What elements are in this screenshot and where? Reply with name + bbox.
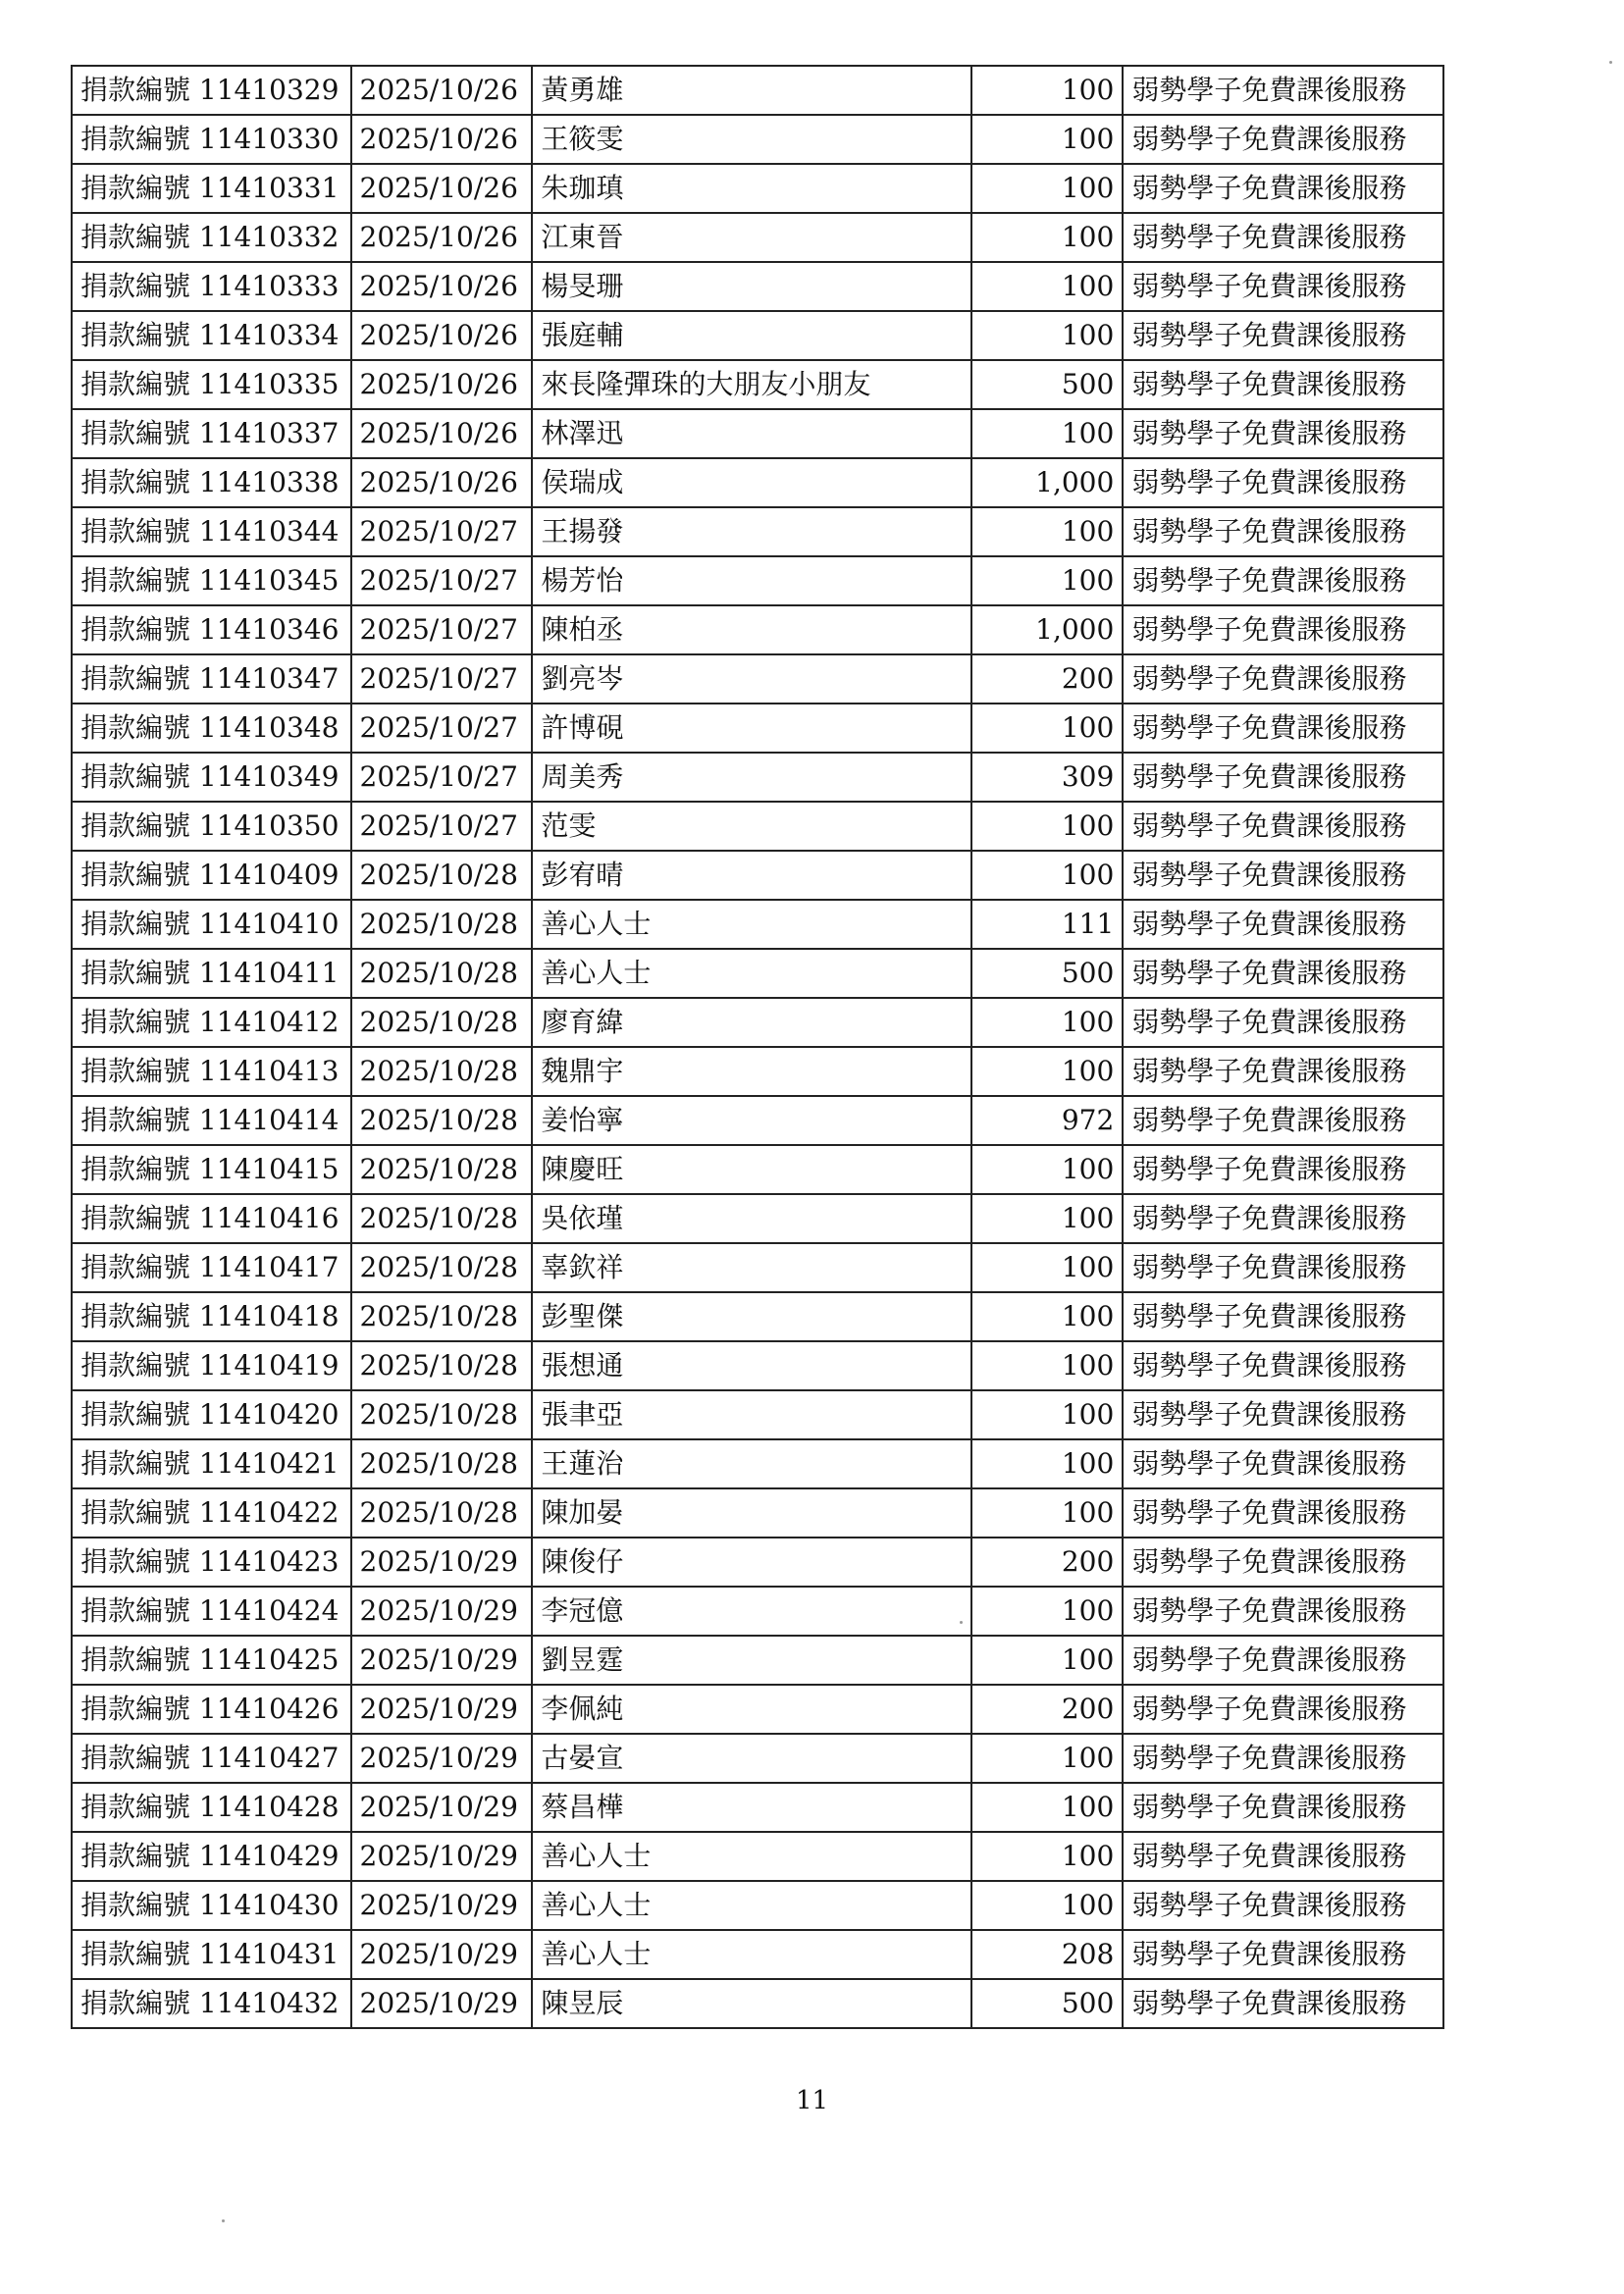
donation-amount-cell: 100 (971, 262, 1123, 311)
donor-name-cell: 蔡昌樺 (532, 1783, 971, 1832)
table-row (72, 507, 1443, 556)
donation-purpose-cell: 弱勢學子免費課後服務 (1123, 311, 1443, 360)
donation-id-cell: 捐款編號 11410420 (72, 1390, 351, 1439)
donation-id-cell: 捐款編號 11410349 (72, 753, 351, 802)
donor-name-cell: 張想通 (532, 1341, 971, 1390)
donor-name-cell: 辜欽祥 (532, 1243, 971, 1292)
donation-date-cell: 2025/10/27 (351, 507, 533, 556)
donation-purpose-cell: 弱勢學子免費課後服務 (1123, 1243, 1443, 1292)
donation-amount-cell: 309 (971, 753, 1123, 802)
donation-amount-cell: 100 (971, 164, 1123, 213)
table-row (72, 1538, 1443, 1587)
donation-id-cell: 捐款編號 11410347 (72, 654, 351, 704)
donation-amount-cell: 1,000 (971, 458, 1123, 507)
donation-date-cell: 2025/10/27 (351, 654, 533, 704)
donation-amount-cell: 100 (971, 66, 1123, 115)
donation-date-cell: 2025/10/26 (351, 409, 533, 458)
donation-id-cell: 捐款編號 11410423 (72, 1538, 351, 1587)
donor-name-cell: 來長隆彈珠的大朋友小朋友 (532, 360, 971, 409)
donor-name-cell: 周美秀 (532, 753, 971, 802)
table-row (72, 1636, 1443, 1685)
donation-purpose-cell: 弱勢學子免費課後服務 (1123, 213, 1443, 262)
table-row (72, 458, 1443, 507)
table-row (72, 1390, 1443, 1439)
donation-amount-cell: 111 (971, 900, 1123, 949)
donation-amount-cell: 100 (971, 1145, 1123, 1194)
donor-name-cell: 陳柏丞 (532, 605, 971, 654)
donation-id-cell: 捐款編號 11410338 (72, 458, 351, 507)
donation-purpose-cell: 弱勢學子免費課後服務 (1123, 262, 1443, 311)
donation-purpose-cell: 弱勢學子免費課後服務 (1123, 1488, 1443, 1538)
donation-amount-cell: 100 (971, 556, 1123, 605)
donation-date-cell: 2025/10/28 (351, 900, 533, 949)
donation-id-cell: 捐款編號 11410430 (72, 1881, 351, 1930)
donation-date-cell: 2025/10/26 (351, 360, 533, 409)
donation-purpose-cell: 弱勢學子免費課後服務 (1123, 851, 1443, 900)
donation-purpose-cell: 弱勢學子免費課後服務 (1123, 704, 1443, 753)
table-row (72, 1341, 1443, 1390)
donor-name-cell: 陳慶旺 (532, 1145, 971, 1194)
donation-date-cell: 2025/10/28 (351, 1047, 533, 1096)
donor-name-cell: 張庭輔 (532, 311, 971, 360)
donation-date-cell: 2025/10/29 (351, 1734, 533, 1783)
table-row (72, 605, 1443, 654)
donor-name-cell: 陳加晏 (532, 1488, 971, 1538)
donation-date-cell: 2025/10/29 (351, 1881, 533, 1930)
donation-id-cell: 捐款編號 11410413 (72, 1047, 351, 1096)
donation-id-cell: 捐款編號 11410415 (72, 1145, 351, 1194)
donation-date-cell: 2025/10/26 (351, 164, 533, 213)
donor-name-cell: 劉亮岑 (532, 654, 971, 704)
donation-amount-cell: 100 (971, 1832, 1123, 1881)
donation-purpose-cell: 弱勢學子免費課後服務 (1123, 1783, 1443, 1832)
donation-date-cell: 2025/10/28 (351, 998, 533, 1047)
donation-amount-cell: 100 (971, 1881, 1123, 1930)
donation-purpose-cell: 弱勢學子免費課後服務 (1123, 1979, 1443, 2028)
donation-id-cell: 捐款編號 11410431 (72, 1930, 351, 1979)
donation-amount-cell: 200 (971, 654, 1123, 704)
donor-name-cell: 林澤迅 (532, 409, 971, 458)
donation-date-cell: 2025/10/29 (351, 1636, 533, 1685)
donation-id-cell: 捐款編號 11410409 (72, 851, 351, 900)
donation-table (71, 65, 1444, 2029)
donation-date-cell: 2025/10/27 (351, 556, 533, 605)
donation-amount-cell: 200 (971, 1685, 1123, 1734)
donation-date-cell: 2025/10/28 (351, 1096, 533, 1145)
donation-id-cell: 捐款編號 11410425 (72, 1636, 351, 1685)
donation-date-cell: 2025/10/26 (351, 66, 533, 115)
table-row (72, 1587, 1443, 1636)
table-row (72, 1734, 1443, 1783)
donation-id-cell: 捐款編號 11410416 (72, 1194, 351, 1243)
donation-purpose-cell: 弱勢學子免費課後服務 (1123, 1292, 1443, 1341)
donation-id-cell: 捐款編號 11410348 (72, 704, 351, 753)
donor-name-cell: 善心人士 (532, 1881, 971, 1930)
donation-date-cell: 2025/10/28 (351, 1243, 533, 1292)
table-row (72, 753, 1443, 802)
table-row (72, 409, 1443, 458)
donation-date-cell: 2025/10/27 (351, 802, 533, 851)
donor-name-cell: 朱珈瑱 (532, 164, 971, 213)
donation-id-cell: 捐款編號 11410414 (72, 1096, 351, 1145)
donation-id-cell: 捐款編號 11410330 (72, 115, 351, 164)
donation-amount-cell: 100 (971, 1439, 1123, 1488)
table-row (72, 654, 1443, 704)
donation-date-cell: 2025/10/29 (351, 1587, 533, 1636)
donation-purpose-cell: 弱勢學子免費課後服務 (1123, 605, 1443, 654)
donation-amount-cell: 500 (971, 360, 1123, 409)
donation-purpose-cell: 弱勢學子免費課後服務 (1123, 164, 1443, 213)
donation-date-cell: 2025/10/28 (351, 1145, 533, 1194)
donation-id-cell: 捐款編號 11410426 (72, 1685, 351, 1734)
donation-amount-cell: 100 (971, 311, 1123, 360)
donation-id-cell: 捐款編號 11410421 (72, 1439, 351, 1488)
donation-date-cell: 2025/10/29 (351, 1979, 533, 2028)
donor-name-cell: 善心人士 (532, 1832, 971, 1881)
donation-purpose-cell: 弱勢學子免費課後服務 (1123, 753, 1443, 802)
donation-id-cell: 捐款編號 11410422 (72, 1488, 351, 1538)
donation-id-cell: 捐款編號 11410345 (72, 556, 351, 605)
donation-purpose-cell: 弱勢學子免費課後服務 (1123, 1930, 1443, 1979)
table-row (72, 998, 1443, 1047)
donation-amount-cell: 1,000 (971, 605, 1123, 654)
donation-purpose-cell: 弱勢學子免費課後服務 (1123, 1587, 1443, 1636)
donation-date-cell: 2025/10/29 (351, 1538, 533, 1587)
table-row (72, 1685, 1443, 1734)
donor-name-cell: 廖育緯 (532, 998, 971, 1047)
table-row (72, 311, 1443, 360)
donation-date-cell: 2025/10/26 (351, 262, 533, 311)
donation-date-cell: 2025/10/28 (351, 949, 533, 998)
table-row (72, 66, 1443, 115)
donor-name-cell: 黃勇雄 (532, 66, 971, 115)
donation-amount-cell: 100 (971, 1636, 1123, 1685)
table-row (72, 1194, 1443, 1243)
donation-purpose-cell: 弱勢學子免費課後服務 (1123, 998, 1443, 1047)
donation-purpose-cell: 弱勢學子免費課後服務 (1123, 1685, 1443, 1734)
donation-purpose-cell: 弱勢學子免費課後服務 (1123, 409, 1443, 458)
donation-purpose-cell: 弱勢學子免費課後服務 (1123, 1439, 1443, 1488)
donation-purpose-cell: 弱勢學子免費課後服務 (1123, 1734, 1443, 1783)
donation-amount-cell: 100 (971, 998, 1123, 1047)
donation-purpose-cell: 弱勢學子免費課後服務 (1123, 1341, 1443, 1390)
table-row (72, 115, 1443, 164)
donation-date-cell: 2025/10/28 (351, 1341, 533, 1390)
donation-purpose-cell: 弱勢學子免費課後服務 (1123, 1390, 1443, 1439)
table-row (72, 1439, 1443, 1488)
donor-name-cell: 侯瑞成 (532, 458, 971, 507)
donation-date-cell: 2025/10/29 (351, 1930, 533, 1979)
donation-id-cell: 捐款編號 11410331 (72, 164, 351, 213)
donor-name-cell: 王揚發 (532, 507, 971, 556)
donation-amount-cell: 100 (971, 1194, 1123, 1243)
donor-name-cell: 李佩純 (532, 1685, 971, 1734)
donation-date-cell: 2025/10/28 (351, 1292, 533, 1341)
donation-purpose-cell: 弱勢學子免費課後服務 (1123, 949, 1443, 998)
table-row (72, 704, 1443, 753)
table-row (72, 1243, 1443, 1292)
donation-amount-cell: 100 (971, 1587, 1123, 1636)
table-row (72, 1930, 1443, 1979)
donor-name-cell: 魏鼎宇 (532, 1047, 971, 1096)
donation-purpose-cell: 弱勢學子免費課後服務 (1123, 654, 1443, 704)
table-row (72, 1096, 1443, 1145)
donation-date-cell: 2025/10/28 (351, 1390, 533, 1439)
donation-amount-cell: 100 (971, 1783, 1123, 1832)
donation-id-cell: 捐款編號 11410412 (72, 998, 351, 1047)
donor-name-cell: 王筱雯 (532, 115, 971, 164)
table-row (72, 1047, 1443, 1096)
donation-purpose-cell: 弱勢學子免費課後服務 (1123, 900, 1443, 949)
donation-id-cell: 捐款編號 11410427 (72, 1734, 351, 1783)
table-row (72, 1979, 1443, 2028)
donation-purpose-cell: 弱勢學子免費課後服務 (1123, 1047, 1443, 1096)
donor-name-cell: 陳俊仔 (532, 1538, 971, 1587)
donation-date-cell: 2025/10/26 (351, 311, 533, 360)
table-row (72, 949, 1443, 998)
donor-name-cell: 善心人士 (532, 1930, 971, 1979)
table-row (72, 851, 1443, 900)
donation-id-cell: 捐款編號 11410350 (72, 802, 351, 851)
donation-date-cell: 2025/10/27 (351, 605, 533, 654)
donation-amount-cell: 972 (971, 1096, 1123, 1145)
donation-purpose-cell: 弱勢學子免費課後服務 (1123, 458, 1443, 507)
donor-name-cell: 古晏宣 (532, 1734, 971, 1783)
donation-amount-cell: 100 (971, 1390, 1123, 1439)
donation-amount-cell: 100 (971, 1734, 1123, 1783)
donation-amount-cell: 100 (971, 1243, 1123, 1292)
donation-date-cell: 2025/10/28 (351, 1194, 533, 1243)
donation-purpose-cell: 弱勢學子免費課後服務 (1123, 1145, 1443, 1194)
table-row (72, 1783, 1443, 1832)
table-row (72, 1145, 1443, 1194)
donation-purpose-cell: 弱勢學子免費課後服務 (1123, 1194, 1443, 1243)
donation-purpose-cell: 弱勢學子免費課後服務 (1123, 1096, 1443, 1145)
donor-name-cell: 張聿亞 (532, 1390, 971, 1439)
donation-id-cell: 捐款編號 11410411 (72, 949, 351, 998)
donation-amount-cell: 100 (971, 213, 1123, 262)
donation-amount-cell: 100 (971, 802, 1123, 851)
donor-name-cell: 彭宥晴 (532, 851, 971, 900)
donor-name-cell: 范雯 (532, 802, 971, 851)
donation-id-cell: 捐款編號 11410337 (72, 409, 351, 458)
donation-amount-cell: 100 (971, 1047, 1123, 1096)
donation-id-cell: 捐款編號 11410429 (72, 1832, 351, 1881)
scan-speck (960, 1621, 963, 1624)
donation-id-cell: 捐款編號 11410418 (72, 1292, 351, 1341)
donation-amount-cell: 100 (971, 704, 1123, 753)
donation-amount-cell: 500 (971, 1979, 1123, 2028)
donor-name-cell: 彭聖傑 (532, 1292, 971, 1341)
donation-amount-cell: 100 (971, 115, 1123, 164)
table-row (72, 1292, 1443, 1341)
donation-purpose-cell: 弱勢學子免費課後服務 (1123, 1538, 1443, 1587)
table-row (72, 1488, 1443, 1538)
donation-amount-cell: 100 (971, 1341, 1123, 1390)
donation-purpose-cell: 弱勢學子免費課後服務 (1123, 115, 1443, 164)
donation-id-cell: 捐款編號 11410432 (72, 1979, 351, 2028)
donation-amount-cell: 200 (971, 1538, 1123, 1587)
donation-date-cell: 2025/10/27 (351, 704, 533, 753)
donation-date-cell: 2025/10/29 (351, 1783, 533, 1832)
donation-date-cell: 2025/10/26 (351, 458, 533, 507)
table-row (72, 1832, 1443, 1881)
scan-speck (1609, 61, 1612, 64)
table-row (72, 900, 1443, 949)
donation-purpose-cell: 弱勢學子免費課後服務 (1123, 1636, 1443, 1685)
donation-date-cell: 2025/10/26 (351, 213, 533, 262)
donor-name-cell: 善心人士 (532, 900, 971, 949)
table-row (72, 556, 1443, 605)
donor-name-cell: 楊旻珊 (532, 262, 971, 311)
donor-name-cell: 姜怡寧 (532, 1096, 971, 1145)
donation-purpose-cell: 弱勢學子免費課後服務 (1123, 802, 1443, 851)
donation-amount-cell: 100 (971, 851, 1123, 900)
donation-id-cell: 捐款編號 11410329 (72, 66, 351, 115)
donor-name-cell: 李冠億 (532, 1587, 971, 1636)
donation-date-cell: 2025/10/28 (351, 1439, 533, 1488)
donor-name-cell: 許博硯 (532, 704, 971, 753)
table-row (72, 360, 1443, 409)
donation-id-cell: 捐款編號 11410346 (72, 605, 351, 654)
donation-amount-cell: 500 (971, 949, 1123, 998)
donor-name-cell: 吳依瑾 (532, 1194, 971, 1243)
donation-purpose-cell: 弱勢學子免費課後服務 (1123, 66, 1443, 115)
donation-id-cell: 捐款編號 11410424 (72, 1587, 351, 1636)
donation-date-cell: 2025/10/28 (351, 1488, 533, 1538)
donor-name-cell: 陳昱辰 (532, 1979, 971, 2028)
donation-id-cell: 捐款編號 11410333 (72, 262, 351, 311)
donation-id-cell: 捐款編號 11410344 (72, 507, 351, 556)
table-row (72, 1881, 1443, 1930)
donation-date-cell: 2025/10/28 (351, 851, 533, 900)
donation-list-page (71, 65, 1444, 2029)
scan-speck (222, 2219, 225, 2222)
donation-amount-cell: 100 (971, 1292, 1123, 1341)
donation-id-cell: 捐款編號 11410410 (72, 900, 351, 949)
donation-date-cell: 2025/10/26 (351, 115, 533, 164)
table-row (72, 213, 1443, 262)
donation-id-cell: 捐款編號 11410419 (72, 1341, 351, 1390)
donation-purpose-cell: 弱勢學子免費課後服務 (1123, 556, 1443, 605)
table-row (72, 262, 1443, 311)
donation-date-cell: 2025/10/29 (351, 1832, 533, 1881)
donation-id-cell: 捐款編號 11410428 (72, 1783, 351, 1832)
donation-date-cell: 2025/10/27 (351, 753, 533, 802)
donor-name-cell: 楊芳怡 (532, 556, 971, 605)
donation-id-cell: 捐款編號 11410332 (72, 213, 351, 262)
donation-id-cell: 捐款編號 11410335 (72, 360, 351, 409)
donor-name-cell: 善心人士 (532, 949, 971, 998)
donation-id-cell: 捐款編號 11410334 (72, 311, 351, 360)
table-row (72, 802, 1443, 851)
donor-name-cell: 王蓮治 (532, 1439, 971, 1488)
page-number: 11 (795, 2086, 829, 2115)
donation-amount-cell: 208 (971, 1930, 1123, 1979)
donation-purpose-cell: 弱勢學子免費課後服務 (1123, 1832, 1443, 1881)
donation-amount-cell: 100 (971, 1488, 1123, 1538)
donor-name-cell: 江東晉 (532, 213, 971, 262)
donation-table-body (72, 66, 1443, 2028)
table-row (72, 164, 1443, 213)
donation-id-cell: 捐款編號 11410417 (72, 1243, 351, 1292)
donation-purpose-cell: 弱勢學子免費課後服務 (1123, 360, 1443, 409)
donation-date-cell: 2025/10/29 (351, 1685, 533, 1734)
donation-amount-cell: 100 (971, 507, 1123, 556)
donation-purpose-cell: 弱勢學子免費課後服務 (1123, 1881, 1443, 1930)
donor-name-cell: 劉昱霆 (532, 1636, 971, 1685)
donation-amount-cell: 100 (971, 409, 1123, 458)
donation-purpose-cell: 弱勢學子免費課後服務 (1123, 507, 1443, 556)
